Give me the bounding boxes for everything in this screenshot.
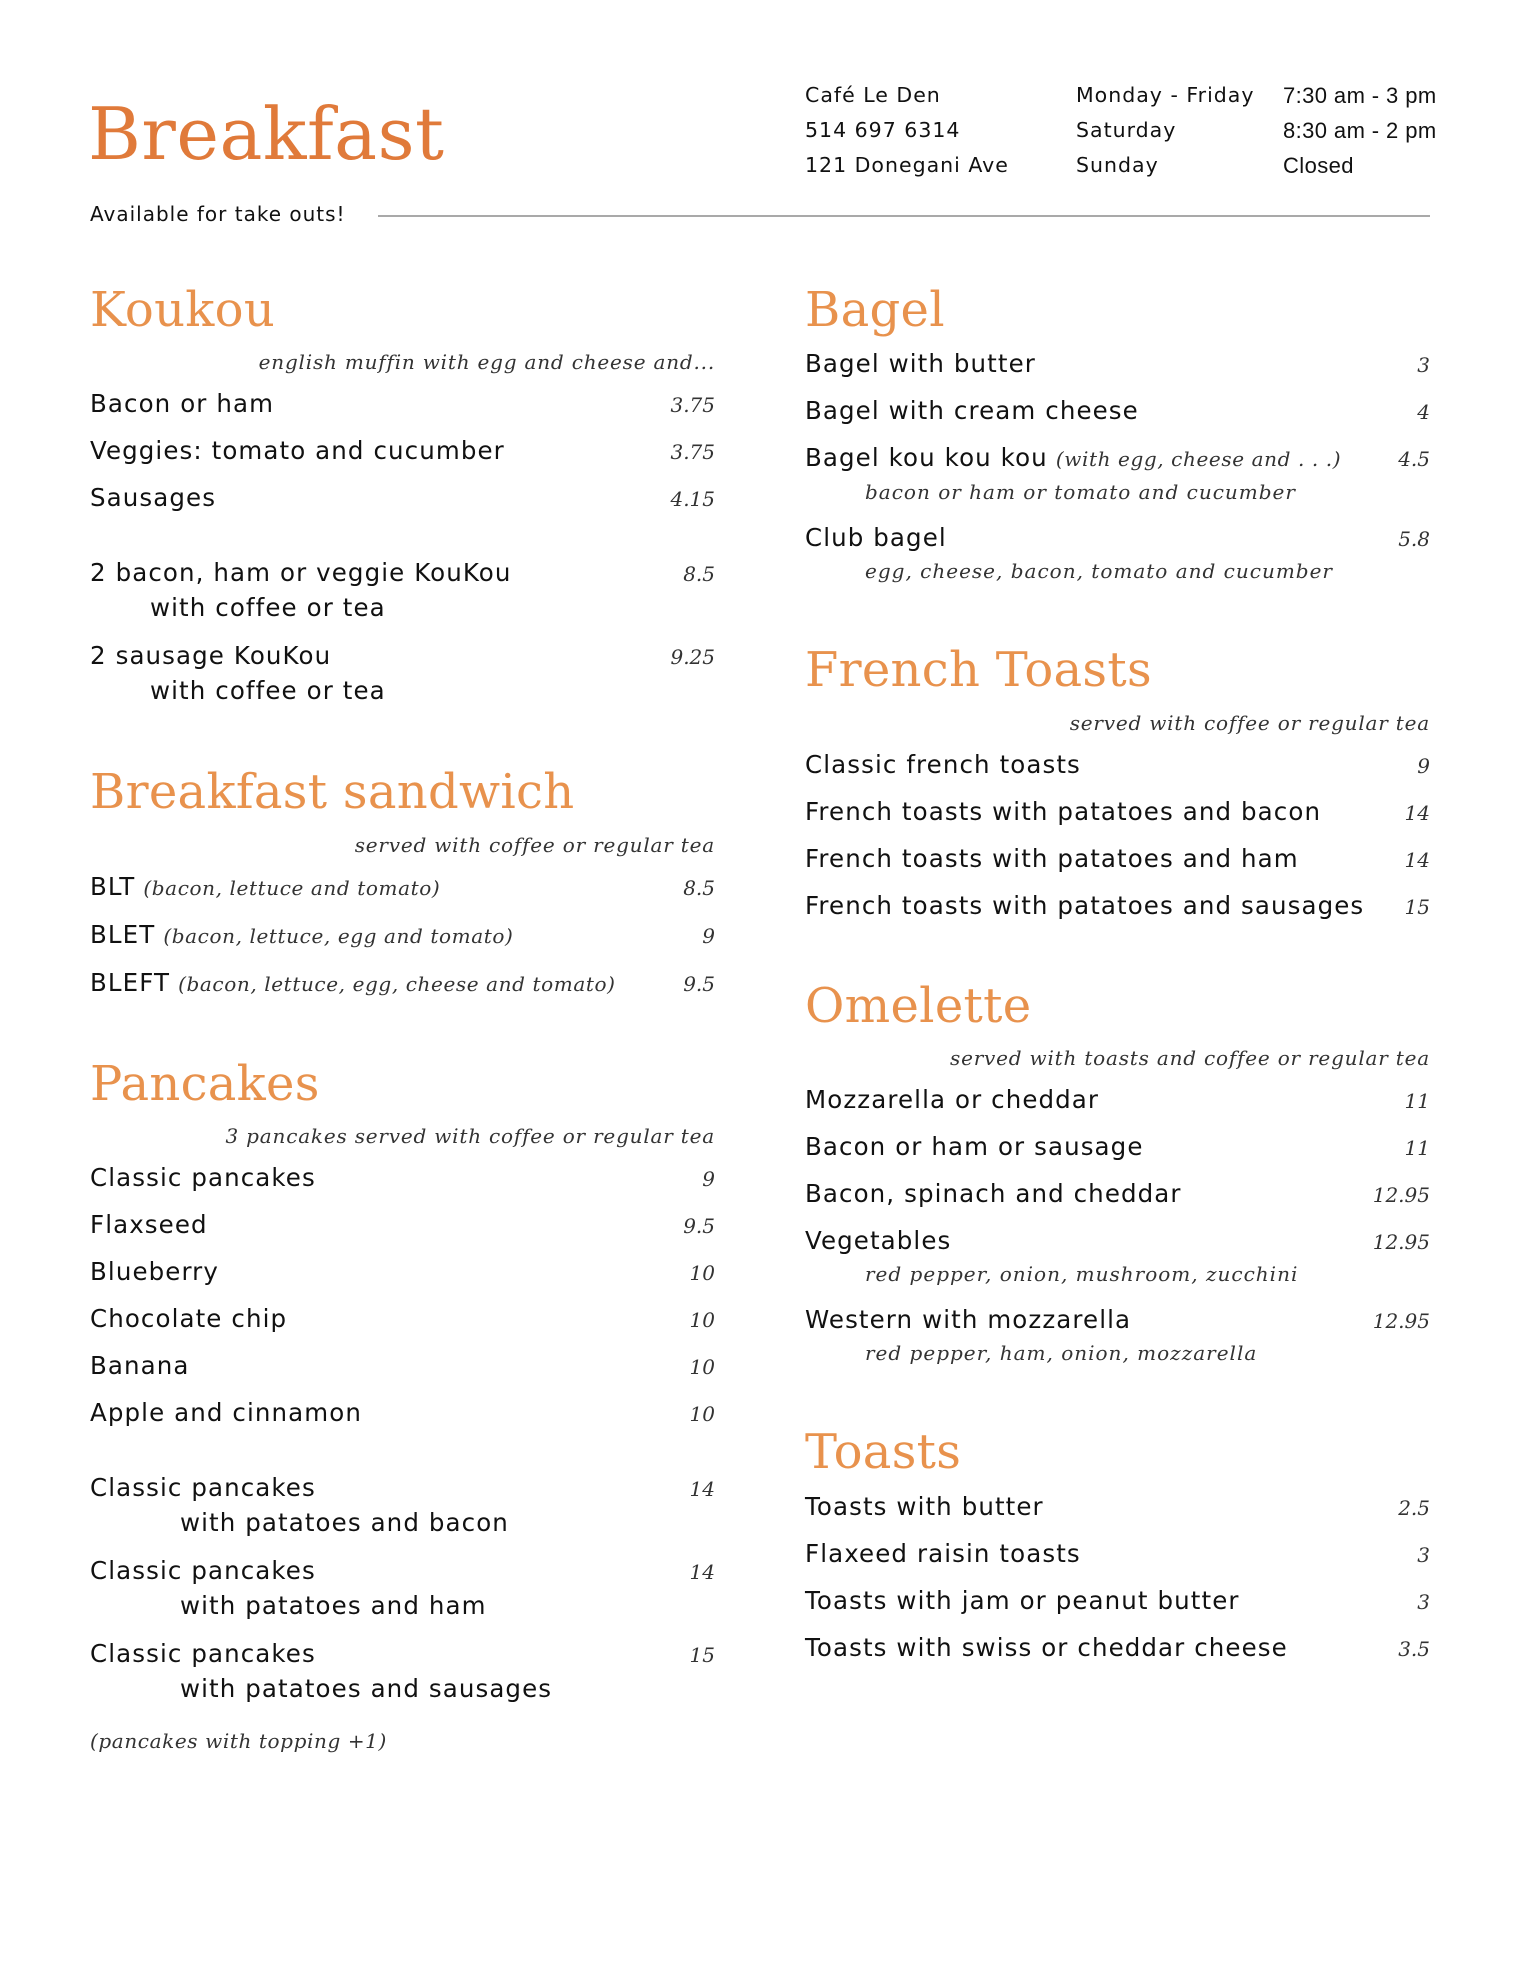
- item-price: 15: [1404, 894, 1430, 919]
- item-price: 4.15: [670, 487, 715, 512]
- cafe-phone: 514 697 6314: [805, 118, 961, 142]
- combo-item: [90, 556, 715, 626]
- item-description: (with egg, cheese and . . .): [1055, 447, 1342, 472]
- section-title: French Toasts: [805, 642, 1152, 699]
- item-price: 12.95: [1372, 1309, 1430, 1334]
- item-price: 9: [1417, 753, 1430, 778]
- item-description: (bacon, lettuce and tomato): [143, 875, 441, 900]
- menu-item: [805, 1177, 1430, 1211]
- item-name: French toasts with patatoes and bacon: [805, 796, 1322, 826]
- section-title: Omelette: [805, 977, 1032, 1034]
- spacer: [90, 528, 715, 556]
- pancakes-footnote: (pancakes with topping +1): [90, 1729, 387, 1754]
- menu-item: [90, 481, 715, 515]
- item-name: Vegetables: [805, 1226, 952, 1256]
- item-price: 15: [689, 1643, 715, 1668]
- item-price: 8.5: [683, 875, 715, 900]
- item-subdescription: red pepper, ham, onion, mozzarella: [865, 1341, 1258, 1366]
- item-subline: with patatoes and bacon: [180, 1508, 509, 1538]
- item-name: Apple and cinnamon: [90, 1398, 362, 1428]
- section-bagel: [805, 282, 1430, 587]
- menu-item: [805, 1537, 1430, 1571]
- item-subdescription: bacon or ham or tomato and cucumber: [865, 480, 1296, 505]
- header-divider: [378, 215, 1430, 217]
- item-name: Classic pancakes: [90, 1163, 316, 1193]
- hours-value: 7:30 am - 3 pm: [1283, 83, 1437, 108]
- item-price: 14: [689, 1560, 715, 1585]
- item-name: Veggies: tomato and cucumber: [90, 436, 505, 466]
- item-description: (bacon, lettuce, egg, cheese and tomato): [178, 971, 616, 996]
- menu-item: [805, 748, 1430, 782]
- section-pancakes: [90, 1055, 715, 1754]
- item-price: 12.95: [1372, 1230, 1430, 1255]
- section-title: Breakfast sandwich: [90, 764, 575, 821]
- menu-item: [90, 434, 715, 468]
- section-breakfast-sandwich: [90, 764, 715, 1000]
- item-name: Chocolate chip: [90, 1304, 288, 1334]
- menu-item: [805, 1631, 1430, 1665]
- day-label: Saturday: [1076, 118, 1177, 142]
- item-description: (bacon, lettuce, egg and tomato): [163, 923, 514, 948]
- page-title: Breakfast: [88, 92, 445, 176]
- menu-item: [90, 387, 715, 421]
- section-title: Toasts: [805, 1424, 962, 1481]
- item-price: 2.5: [1398, 1495, 1430, 1520]
- item-subline: with coffee or tea: [150, 676, 386, 706]
- item-name: Sausages: [90, 483, 217, 513]
- menu-item: [90, 1161, 715, 1195]
- menu-item: [805, 1584, 1430, 1618]
- combo-item: [90, 1554, 715, 1624]
- item-subline: with patatoes and ham: [180, 1591, 487, 1621]
- item-name: Flaxseed: [90, 1210, 208, 1240]
- item-name: Bacon or ham or sausage: [805, 1132, 1144, 1162]
- section-note: served with toasts and coffee or regular tea: [950, 1046, 1430, 1071]
- item-subline: with coffee or tea: [150, 593, 386, 623]
- spacer: [90, 1443, 715, 1471]
- menu-item: [805, 1224, 1430, 1290]
- item-name: Bagel with cream cheese: [805, 396, 1139, 426]
- menu-item: [90, 1396, 715, 1430]
- item-name: French toasts with patatoes and sausages: [805, 890, 1365, 920]
- item-name: Blueberry: [90, 1257, 219, 1287]
- item-price: 10: [689, 1355, 715, 1380]
- menu-item: [805, 394, 1430, 428]
- item-name: Western with mozzarella: [805, 1305, 1132, 1335]
- item-name: BLT: [90, 871, 136, 901]
- section-koukou: [90, 282, 715, 709]
- item-name: Classic french toasts: [805, 749, 1081, 779]
- section-title: Bagel: [805, 282, 945, 338]
- item-name: Classic pancakes: [90, 1473, 316, 1503]
- item-price: 9: [702, 1167, 715, 1192]
- item-price: 14: [1404, 800, 1430, 825]
- cafe-name: Café Le Den: [805, 83, 941, 107]
- item-name: Toasts with butter: [805, 1491, 1044, 1521]
- section-title: Pancakes: [90, 1055, 320, 1112]
- item-price: 9: [702, 923, 715, 948]
- menu-item: [805, 842, 1430, 876]
- item-price: 9.5: [683, 971, 715, 996]
- item-price: 3.5: [1398, 1636, 1430, 1661]
- item-price: 10: [689, 1261, 715, 1286]
- item-price: 14: [689, 1477, 715, 1502]
- item-price: 4: [1417, 400, 1430, 425]
- item-price: 12.95: [1372, 1183, 1430, 1208]
- item-name: Toasts with swiss or cheddar cheese: [805, 1632, 1288, 1662]
- menu-item: [90, 1255, 715, 1289]
- item-price: 3: [1417, 1589, 1430, 1614]
- section-note: served with coffee or regular tea: [1069, 710, 1430, 735]
- menu-item: [805, 889, 1430, 923]
- section-title: Koukou: [90, 282, 276, 338]
- menu-item: [805, 521, 1430, 587]
- menu-right-column: [805, 282, 1430, 1723]
- item-price: 9.5: [683, 1214, 715, 1239]
- item-name: French toasts with patatoes and ham: [805, 843, 1299, 873]
- day-label: Monday - Friday: [1076, 83, 1255, 107]
- item-price: 4.5: [1398, 447, 1430, 472]
- item-name: Bacon or ham: [90, 389, 275, 419]
- item-price: 5.8: [1398, 527, 1430, 552]
- hours-value: Closed: [1283, 153, 1354, 178]
- item-name: 2 sausage KouKou: [90, 641, 332, 671]
- menu-item: [90, 870, 715, 905]
- combo-item: [90, 639, 715, 709]
- menu-item: [90, 918, 715, 953]
- item-price: 3: [1417, 353, 1430, 378]
- combo-item: [90, 1637, 715, 1707]
- item-name: Mozzarella or cheddar: [805, 1085, 1100, 1115]
- menu-item: [805, 1083, 1430, 1117]
- opening-hours: [1283, 78, 1437, 183]
- item-name: Bagel with butter: [805, 349, 1036, 379]
- cafe-contact: [805, 78, 1009, 183]
- item-price: 8.5: [683, 562, 715, 587]
- item-price: 10: [689, 1402, 715, 1427]
- item-price: 3.75: [670, 440, 715, 465]
- item-name: Classic pancakes: [90, 1556, 316, 1586]
- item-name: Bacon, spinach and cheddar: [805, 1179, 1182, 1209]
- item-price: 11: [1404, 1136, 1430, 1161]
- item-price: 10: [689, 1308, 715, 1333]
- item-name: Flaxeed raisin toasts: [805, 1538, 1081, 1568]
- section-toasts: [805, 1424, 1430, 1664]
- menu-item: [805, 1490, 1430, 1524]
- item-name: Classic pancakes: [90, 1639, 316, 1669]
- menu-item: [90, 1208, 715, 1242]
- item-price: 3.75: [670, 393, 715, 418]
- takeout-notice: Available for take outs!: [90, 202, 346, 226]
- item-name: Bagel kou kou kou: [805, 443, 1048, 473]
- item-price: 14: [1404, 847, 1430, 872]
- item-subdescription: red pepper, onion, mushroom, zucchini: [865, 1262, 1299, 1287]
- section-omelette: [805, 977, 1430, 1369]
- menu-item: [90, 1302, 715, 1336]
- section-note: 3 pancakes served with coffee or regular tea: [225, 1124, 715, 1149]
- item-name: BLEFT: [90, 967, 171, 997]
- menu-item: [805, 1130, 1430, 1164]
- item-name: 2 bacon, ham or veggie KouKou: [90, 558, 512, 588]
- item-subdescription: egg, cheese, bacon, tomato and cucumber: [865, 559, 1333, 584]
- section-note: english muffin with egg and cheese and...: [258, 350, 715, 375]
- item-name: BLET: [90, 919, 156, 949]
- menu-item: [90, 1349, 715, 1383]
- opening-days: [1076, 78, 1255, 183]
- cafe-address: 121 Donegani Ave: [805, 153, 1009, 177]
- item-name: Banana: [90, 1351, 190, 1381]
- menu-item: [805, 795, 1430, 829]
- item-subline: with patatoes and sausages: [180, 1674, 553, 1704]
- section-french-toasts: [805, 642, 1430, 922]
- day-label: Sunday: [1076, 153, 1159, 177]
- item-price: 3: [1417, 1542, 1430, 1567]
- menu-left-column: [90, 282, 715, 1811]
- hours-value: 8:30 am - 2 pm: [1283, 118, 1437, 143]
- item-price: 11: [1404, 1089, 1430, 1114]
- menu-item: [805, 347, 1430, 381]
- item-name: Club bagel: [805, 523, 947, 553]
- menu-item: [805, 1303, 1430, 1369]
- section-note: served with coffee or regular tea: [354, 832, 715, 857]
- combo-item: [90, 1471, 715, 1541]
- menu-item: [90, 966, 715, 1001]
- item-name: Toasts with jam or peanut butter: [805, 1585, 1240, 1615]
- item-price: 9.25: [670, 645, 715, 670]
- menu-item: [805, 441, 1430, 508]
